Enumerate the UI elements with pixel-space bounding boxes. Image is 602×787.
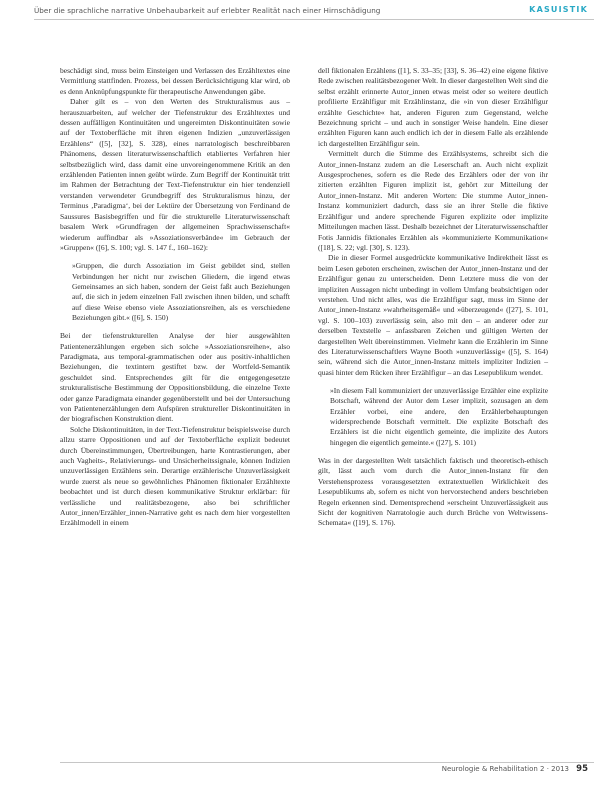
- page-number: 95: [576, 764, 588, 774]
- paragraph: Vermittelt durch die Stimme des Erzählsystems, schreibt sich die Autor_innen-Instanz zudem an die Leserschaft an. Auch nicht explizit Ausgesprochenes, sofern es die Rede des Erzählers oder der von ihr zitierten erzählten Figuren implizit ist, gehört zur Mitteilung der Autor_innen-Instanz. Mit anderen Worten: Die stumme Autor_innen-Instanz kommuniziert dadurch, dass sie an ihrer Stelle die fiktive Erzählfigur und andere sprechende Figuren explizite oder implizite Mitteilungen machen lässt. Deshalb bezeichnet der Literaturwissenschaftler Fotis Jannidis fiktionales Erzählen als »kommunizierte Kommunikation« ([18], S. 22; vgl. [30], S. 123).: [318, 149, 548, 252]
- running-head: Über die sprachliche narrative Unbehaubarkeit auf erlebter Realität nach einer Hirnschädigung: [34, 6, 381, 15]
- paragraph: Solche Diskontinuitäten, in der Text-Tiefenstruktur beispielsweise durch allzu starre Oppositionen und auf der Textoberfläche explizit bedeutet durch Übereinstimmungen, Übertreibungen, harte Kontrastierungen, aber auch Vagheits-, Relativierungs- und Unsicherheitssignale, können Indizien unzuverlässigen Erzählens sein. Derartige erzählerische Unzuverlässigkeit wurde zuerst als neue so gewöhnliches Phänomen fiktionaler Erzähltexte beobachtet und ist durch diesen kommunikative Struktur erklärbar: für verlässliche und realitätsbezogene, also bei schriftlicher Autor_innen/Erzähler_innen-Narrative geht es nach dem hier vorgestellten Erzählmodell in einem: [60, 424, 290, 528]
- block-quote: »Gruppen, die durch Assoziation im Geist gebildet sind, stellen Verbindungen her nicht nur zwischen Gliedern, die irgend etwas Gemeinsames an sich haben, sondern der Geist faßt auch Beziehungen auf, die sich in jedem einzelnen Fall zwischen ihnen bilden, und schafft auf diese Weise ebenso viele Assoziationsreihen, als es verschiedene Beziehungen gibt.« ([6], S. 150): [72, 261, 290, 322]
- page-header: [0, 6, 602, 20]
- paragraph: beschädigt sind, muss beim Einsteigen und Verlassen des Erzähltextes eine Vermittlung stattfinden. Prozess, bei dessen Berücksichtigung klar wird, ob es denn Anknüpfungspunkte für therapeutische Anwendungen gäbe.: [60, 66, 290, 96]
- paragraph: Die in dieser Formel ausgedrückte kommunikative Indirektheit lässt es beim Lesen geboten erscheinen, zwischen der Autor_innen-Instanz und der Erzählfigur genau zu unterscheiden. Denn Letztere muss die von der impliziten Aussagen nicht unbedingt in vollem Umfang beabsichtigen oder verstehen. Und nicht alles, was die Erzählfigur sagt, muss im Sinne der Autor_innen-Instanz »wahrheitsgemäß« und »überzeugend« ([27], S. 101, vgl. S. 100–103) zuverlässig sein, also mit den – an anderer oder zur derselben Textstelle – anfassbaren Zeichen und gültigen Werten der dargestellten Welt übereinstimmen. Vielmehr kann die Erzählerin im Sinne des Literaturwissenschaftlers Wayne Booth »unzuverlässig« ([5], S. 164) sein, während sich die Autor_innen-Instanz mittels impliziter Indizien – quasi hinter dem Rücken ihrer Erzählfigur – an das Lesepublikum wendet.: [318, 253, 548, 377]
- paragraph: Daher gilt es – von den Werten des Strukturalismus aus – herauszuarbeiten, auf welcher der Tiefenstruktur des Erzähltextes und dessen auffälligen Kontinuitäten und ungereimten Diskontinuitäten sowie auf der Textoberfläche mit ihren eigenen Indizien „unzuverlässigen Erzählens“ ([5], [32], S. 328), eines narratologisch beschreibbaren Phänomens, dessen literaturwissenschaftlich etabliertes Verfahren hier selbstbezüglich wird, dass damit eine unvoreingenommene Kritik an den erzählenden Patienten innen geübt würde. Zum Begriff der Kontinuität tritt im Rahmen der Betrachtung der Text-Tiefenstruktur ein hier tendenziell verstanden verwendeter Grundbegriff des Strukturalismus hinzu, der Terminus ‚Paradigma‘, bei der Lektüre der Übersetzung von Ferdinand de Saussures Basisbegriffen und für die strukturelle Literaturwissenschaft basalem Werk »Grundfragen der allgemeinen Sprachwissenschaft« wiederum auffindbar als »Assoziationsverbände« im Gebrauch der »Gruppen« ([6], S. 100; vgl. S. 147 f., 160–162):: [60, 97, 290, 252]
- paragraph: Was in der dargestellten Welt tatsächlich faktisch und theoretisch-ethisch gilt, lässt auch vom durch die Autor_innen-Instanz für den Verstehensprozess vorausgesetzten extratextuellen Wirklichkeit des Lesepublikums ab, sofern es nicht von hervorstechend anders beschrieben Regeln erkennen sind. Dementsprechend »erscheint Unzuverlässigkeit aus Sicht der kognitiven Narratologie auch durch Brüche von Weltwissens-Schemata« ([19], S. 176).: [318, 455, 548, 528]
- right-column: [318, 66, 548, 529]
- paragraph: dell fiktionalen Erzählens ([1], S. 33–35; [33], S. 36–42) eine eigene fiktive Rede zwischen realitätsbezogener Welt. In dieser dargestellten Welt sind die selbst erzählt erinnerte Autor_innen etwas meist oder so weitere deutlich profilierte Erzählfigur mit Erzählinstanz, die »in von dieser Erzählfigur erzählte Geschichte« hat, anderen Figuren zum Gegenstand, welche Bezeichnung spricht – und auch in sonstiger Weise handeln. Eine dieser erzählten Figuren kann auch endlich ich der in diesem Falle als erzählende ich dargestellten Erzählfigur sein.: [318, 66, 548, 148]
- footer-rule: [60, 762, 594, 763]
- block-quote: »In diesem Fall kommuniziert der unzuverlässige Erzähler eine explizite Botschaft, während der Autor dem Leser implizit, sozusagen an dem Erzähler vorbei, eine andere, den Erzählerbehauptungen widersprechende Botschaft vermittelt. Die explizite Botschaft des Erzählers ist die nicht eigentlich gemeinte, die implizite des Autors hingegen die eigentlich gemeinte.« ([27], S. 101): [330, 386, 548, 447]
- header-rule: [34, 19, 594, 20]
- section-label: KASUISTIK: [529, 5, 588, 14]
- left-column: [60, 66, 290, 529]
- journal-name: Neurologie & Rehabilitation 2 · 2013: [441, 765, 569, 773]
- paragraph: Bei der tiefenstrukturellen Analyse der hier ausgewählten Patientenerzählungen ergeben sich solche »Assoziationsreihen«, also Paradigmata, aus temporal-grammatischen oder aus positiv-inhaltlichen Beziehungen, die textintern gestiftet bzw. der Wortfeld-Semantik geschuldet sind. Entsprechendes gilt für die entgegengesetzte strukturalistische Bestimmung der Oppositionsbildung, die einzelne Texte oder ganze Paradigmata einander gegenüberstellt und bei der Untersuchung von Patientenerzählungen dem Aufspüren struktureller Diskontinuitäten in der biografischen Konstruktion dient.: [60, 331, 290, 424]
